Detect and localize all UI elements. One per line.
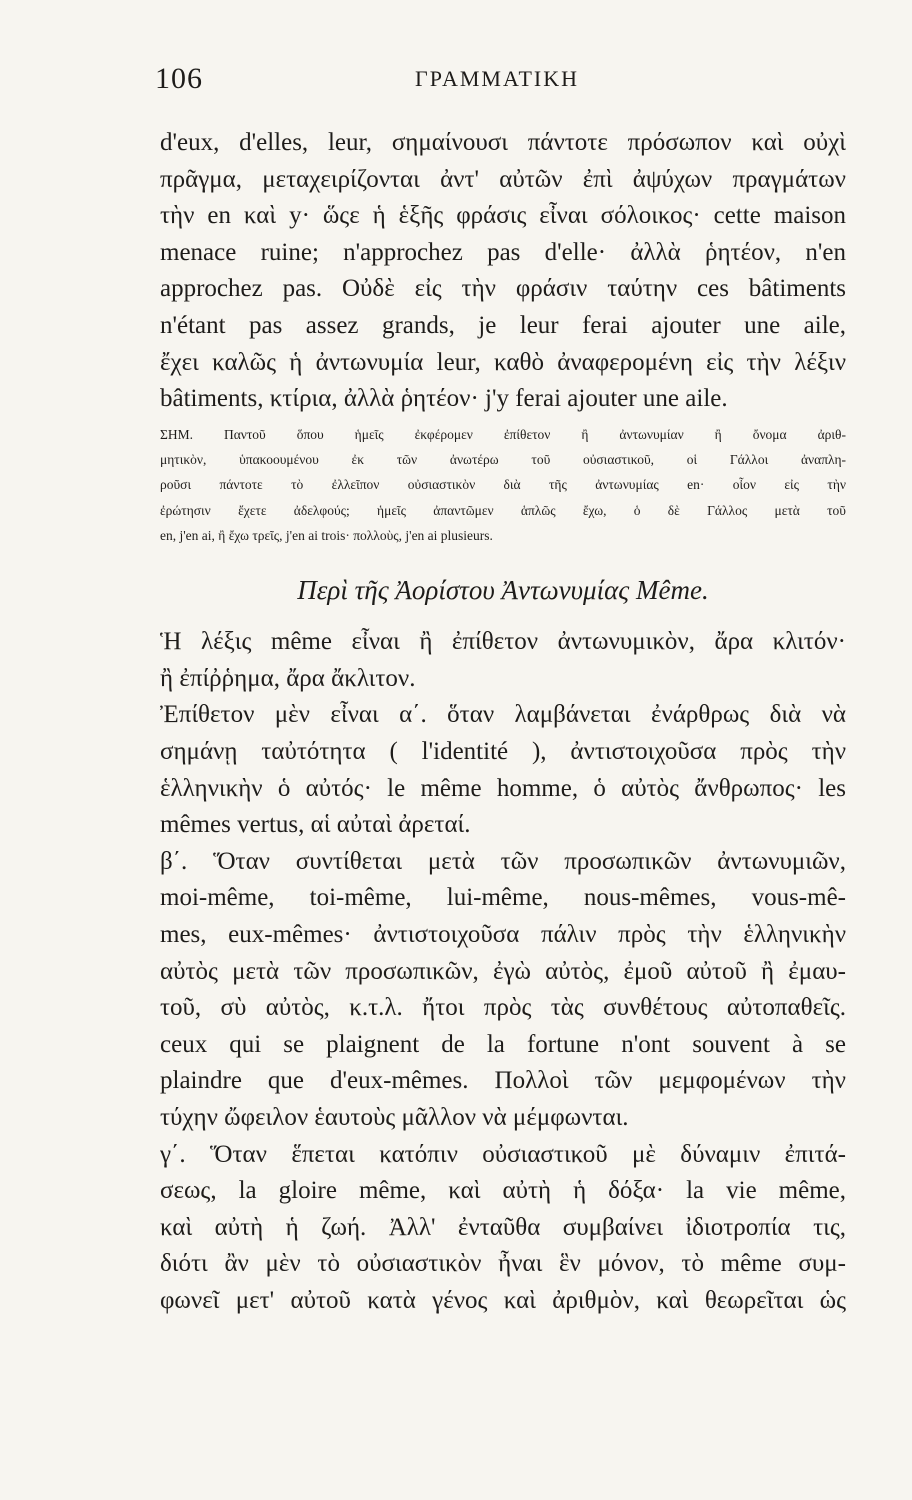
text-line: ἢ ἐπίῤῥημα, ἄρα ἄκλιτον. [160,664,416,692]
text-line: d'eux, d'elles, leur, σημαίνουσι πάντοτε πρόσωπον καὶ οὐχὶ [160,129,846,156]
text-line: Ἐπίθετον μὲν εἶναι α΄. ὅταν λαμβάνεται ἐνάρθρως διὰ νὰ [160,701,846,729]
text-line: φωνεῖ μετ' αὐτοῦ κατὰ γένος καὶ ἀριθμὸν, καὶ θεωρεῖται ὡς [160,1286,846,1314]
page-header [155,62,845,102]
text-line: τοῦ, σὺ αὐτὸς, κ.τ.λ. ἤτοι πρὸς τὰς συνθέτους αὐτοπαθεῖς. [160,994,846,1022]
text-line: αὐτὸς μετὰ τῶν προσωπικῶν, ἐγὼ αὐτὸς, ἐμοῦ αὐτοῦ ἢ ἐμαυ- [160,957,846,985]
text-line: Ἡ λέξις même εἶναι ἢ ἐπίθετον ἀντωνυμικὸν, ἄρα κλιτόν· [160,628,846,656]
running-head: ΓΡΑΜΜΑΤΙΚΗ [415,66,579,91]
text-line: διότι ἂν μὲν τὸ οὐσιαστικὸν ἦναι ἓν μόνον, τὸ même συμ- [160,1250,846,1278]
text-line: bâtiments, κτίρια, ἀλλὰ ῥητέον· j'y ferai ajouter une aile. [160,385,728,413]
text-line: moi-même, toi-même, lui-même, nous-mêmes, vous-mê- [160,884,846,912]
text-line: σεως, la gloire même, καὶ αὐτὴ ἡ δόξα· la vie même, [160,1177,846,1205]
note-line: ΣΗΜ. Παντοῦ ὅπου ἡμεῖς ἐκφέρομεν ἐπίθετον ἢ ἀντωνυμίαν ἢ ὄνομα ἀριθ- [160,426,846,442]
text-line: menace ruine; n'approchez pas d'elle· ἀλλὰ ῥητέον, n'en [160,238,846,266]
text-line: σημάνῃ ταὐτότητα ( l'identité ), ἀντιστοιχοῦσα πρὸς τὴν [160,738,846,766]
text-block [160,125,846,1320]
text-line: τὴν en καὶ y· ὥςε ἡ ἑξῆς φράσις εἶναι σόλοικος· cette maison [160,202,846,230]
text-line: plaindre que d'eux-mêmes. Πολλοὶ τῶν μεμφομένων τὴν [160,1067,846,1095]
note-line: en, j'en ai, ἢ ἔχω τρεῖς, j'en ai trois· πολλοὺς, j'en ai plusieurs. [160,527,493,543]
footnote-block [160,422,846,548]
text-line: ἑλληνικὴν ὁ αὐτός· le même homme, ὁ αὐτὸς ἄνθρωπος· les [160,774,846,802]
page-number: 106 [155,62,203,95]
text-line: approchez pas. Οὐδὲ εἰς τὴν φράσιν ταύτην ces bâtiments [160,275,846,303]
text-line: πρᾶγμα, μεταχειρίζονται ἀντ' αὐτῶν ἐπὶ ἀψύχων πραγμάτων [160,165,846,193]
note-line: ροῦσι πάντοτε τὸ ἐλλεῖπον οὐσιαστικὸν διὰ τῆς ἀντωνυμίας en· οἷον εἰς τὴν [160,477,846,493]
note-line: ἐρώτησιν ἔχετε ἀδελφούς; ἡμεῖς ἀπαντῶμεν ἁπλῶς ἔχω, ὁ δὲ Γάλλος μετὰ τοῦ [160,502,846,518]
text-line: n'étant pas assez grands, je leur ferai ajouter une aile, [160,311,846,339]
paragraph-leur [160,125,846,418]
section-title: Περὶ τῆς Ἀορίστου Ἀντωνυμίας Même. [297,575,709,606]
text-line: mêmes vertus, αἱ αὐταὶ ἀρεταί. [160,811,471,839]
text-line: καὶ αὐτὴ ἡ ζωή. Ἀλλ' ἐνταῦθα συμβαίνει ἰδιοτροπία τις, [160,1213,846,1241]
text-line: mes, eux-mêmes· ἀντιστοιχοῦσα πάλιν πρὸς τὴν ἑλληνικὴν [160,920,846,948]
note-line: μητικὸν, ὑπακοουμένου ἐκ τῶν ἀνωτέρω τοῦ οὐσιαστικοῦ, οἱ Γάλλοι ἀναπλη- [160,452,846,468]
section-body [160,624,846,1319]
text-line: β΄. Ὅταν συντίθεται μετὰ τῶν προσωπικῶν ἀντωνυμιῶν, [160,847,846,875]
text-line: ceux qui se plaignent de la fortune n'ont souvent à se [160,1030,846,1058]
text-line: ἔχει καλῶς ἡ ἀντωνυμία leur, καθὸ ἀναφερομένη εἰς τὴν λέξιν [160,348,846,376]
text-line: γ΄. Ὅταν ἕπεται κατόπιν οὐσιαστικοῦ μὲ δύναμιν ἐπιτά- [160,1140,846,1168]
text-line: τύχην ὤφειλον ἑαυτοὺς μᾶλλον νὰ μέμφωνται. [160,1103,629,1131]
